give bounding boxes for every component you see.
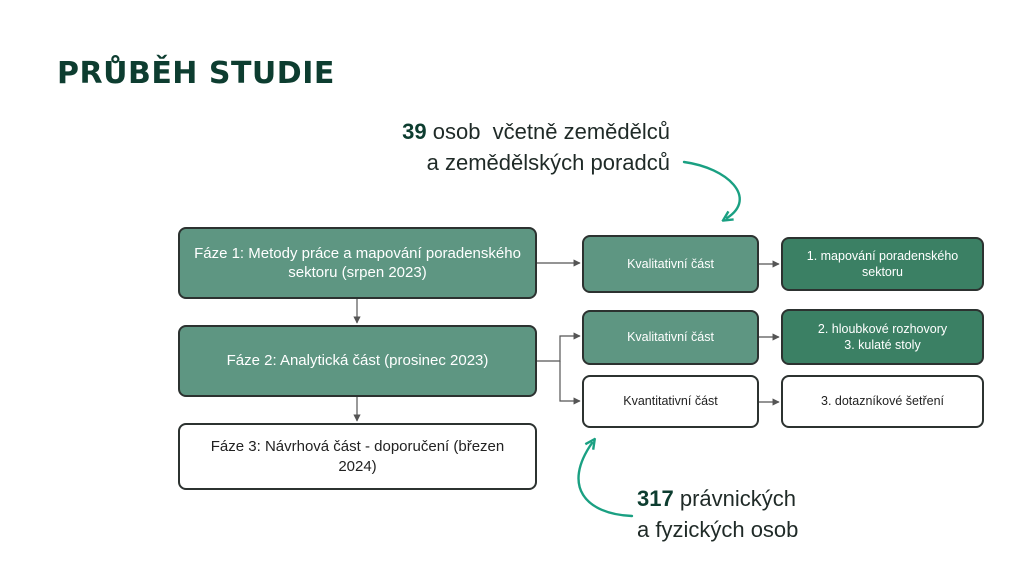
detail-interviews-line2: 3. kulaté stoly <box>844 338 921 352</box>
phase-2-box: Fáze 2: Analytická část (prosinec 2023) <box>178 325 537 397</box>
qualitative-part-box-1: Kvalitativní část <box>582 235 759 293</box>
arrow-phase2-part3 <box>560 361 580 401</box>
detail-interviews-line1: 2. hloubkové rozhovory <box>817 321 948 336</box>
note-bottom-line1-text: právnických <box>673 486 796 511</box>
note-bottom-line2: a fyzických osob <box>637 517 799 542</box>
note-top-number: 39 <box>402 119 427 144</box>
curved-arrow-bottom <box>579 443 632 516</box>
page-title: PRŮBĚH STUDIE <box>57 56 335 91</box>
note-bottom-number: 317 <box>637 486 674 511</box>
note-top-line2: a zemědělských poradců <box>426 150 670 175</box>
detail-box-mapping: 1. mapování poradenského sektoru <box>781 237 984 291</box>
note-top-line1-text: osob včetně zemědělců <box>426 119 670 144</box>
quantitative-part-box: Kvantitativní část <box>582 375 759 428</box>
detail-box-interviews <box>781 309 984 365</box>
qualitative-part-box-2: Kvalitativní část <box>582 310 759 365</box>
phase-3-box: Fáze 3: Návrhová část - doporučení (březen 2024) <box>178 423 537 490</box>
detail-box-survey: 3. dotazníkové šetření <box>781 375 984 428</box>
phase-1-box: Fáze 1: Metody práce a mapování poradenského sektoru (srpen 2023) <box>178 227 537 299</box>
arrow-phase2-part2 <box>537 336 580 361</box>
curved-arrow-top <box>684 162 740 218</box>
